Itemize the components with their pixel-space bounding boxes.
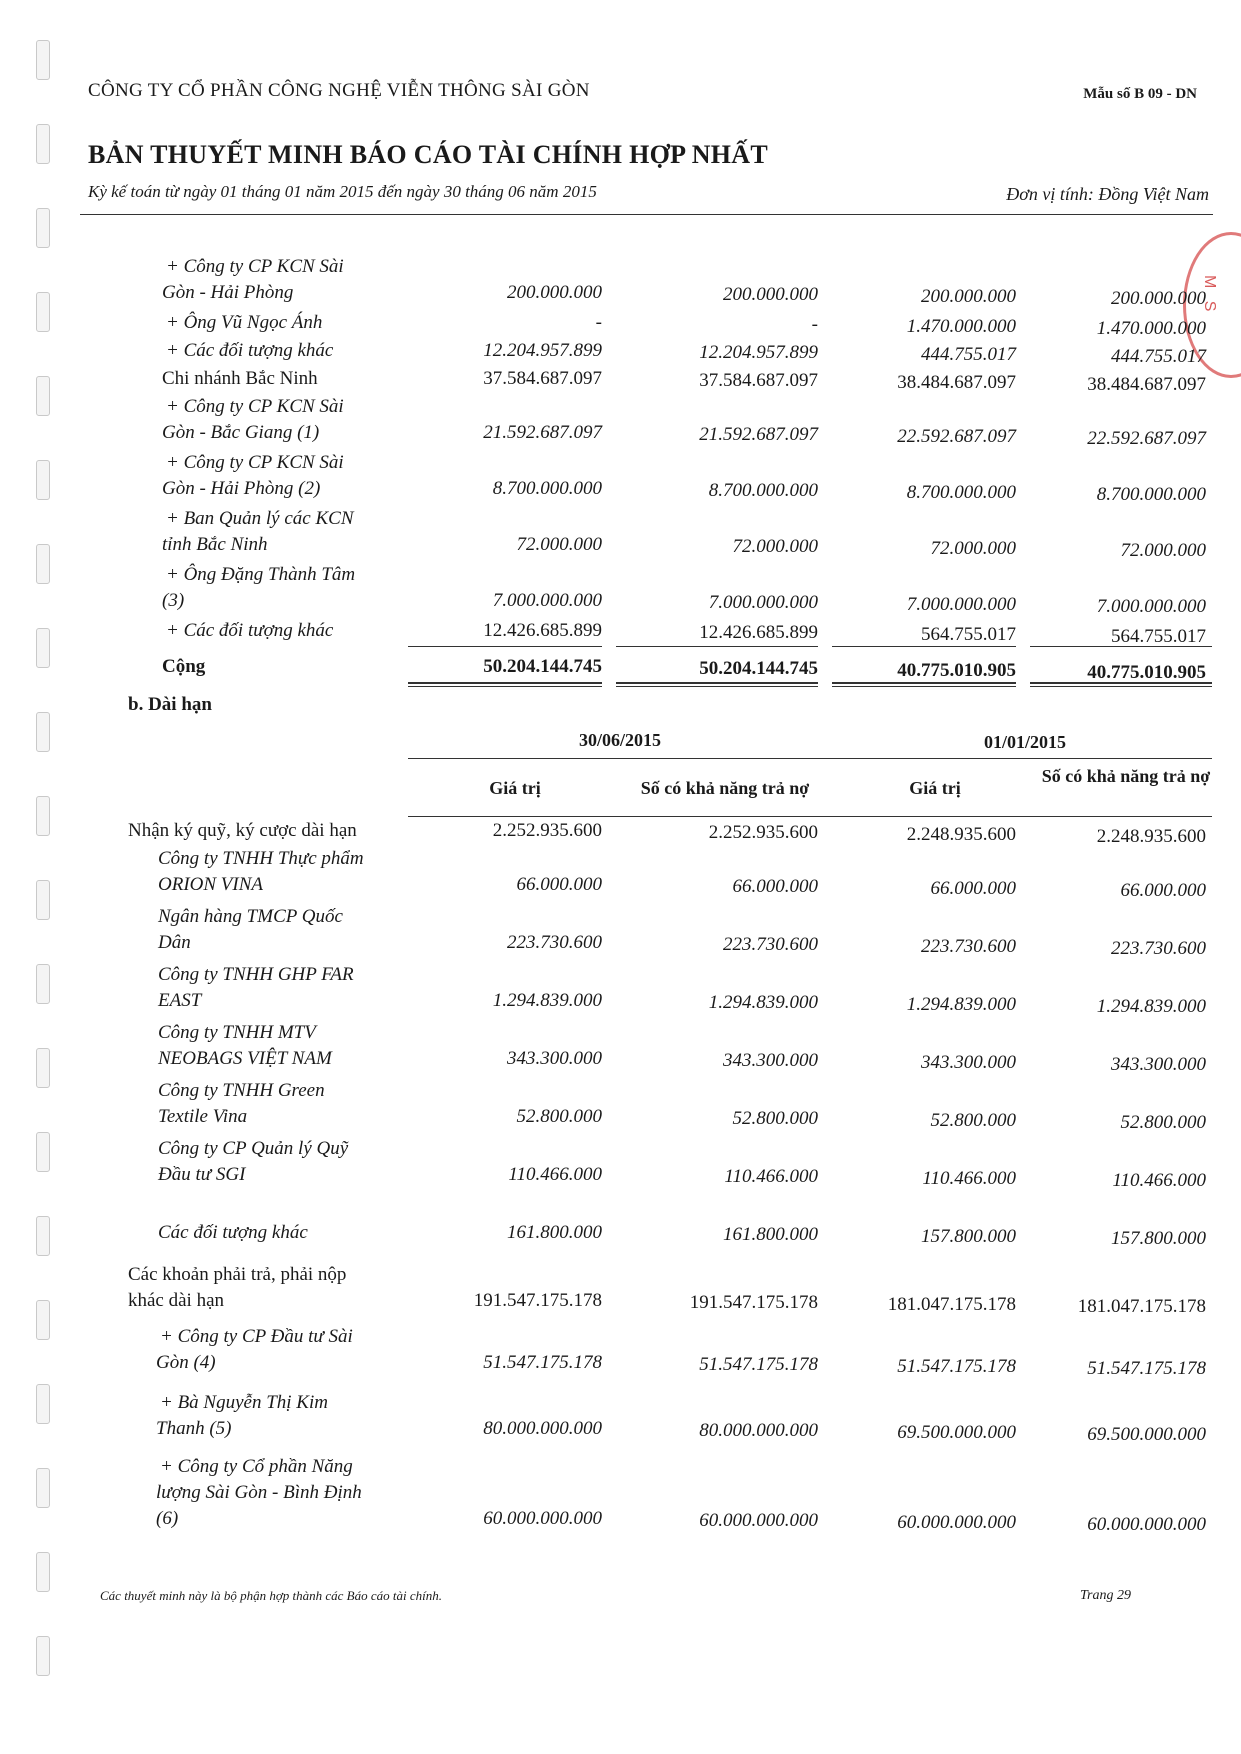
cell-value: 161.800.000 [723, 1224, 818, 1245]
cell-value: 7.000.000.000 [906, 594, 1016, 615]
cell-value: 343.300.000 [507, 1048, 602, 1069]
row-label: EAST [158, 990, 202, 1011]
total-value: 50.204.144.745 [483, 656, 602, 677]
row-label: + Bà Nguyễn Thị Kim [160, 1392, 328, 1413]
cell-value: 21.592.687.097 [699, 424, 818, 445]
total-label: Cộng [162, 656, 206, 677]
row-label: Công ty CP Quản lý Quỹ [158, 1138, 349, 1159]
total-double-rule [408, 686, 602, 687]
row-label: + Công ty CP KCN Sài [166, 452, 344, 473]
row-label: Dân [158, 932, 191, 953]
cell-value: 66.000.000 [516, 874, 602, 895]
cell-value: 181.047.175.178 [887, 1294, 1016, 1315]
row-label: (3) [162, 590, 185, 611]
row-label: lượng Sài Gòn - Bình Định [156, 1482, 362, 1503]
row-label: + Công ty CP Đầu tư Sài [160, 1326, 353, 1347]
cell-value: 66.000.000 [930, 878, 1016, 899]
row-label: Các khoản phải trả, phải nộp [128, 1264, 347, 1285]
cell-value: 66.000.000 [1120, 880, 1206, 901]
cell-value: 37.584.687.097 [483, 368, 602, 389]
cell-value: 66.000.000 [732, 876, 818, 897]
cell-value: 8.700.000.000 [906, 482, 1016, 503]
cell-value: 161.800.000 [507, 1222, 602, 1243]
form-number: Mẫu số B 09 - DN [1083, 86, 1197, 102]
cell-value: 51.547.175.178 [699, 1354, 818, 1375]
row-label: Chi nhánh Bắc Ninh [162, 368, 318, 389]
total-double-rule [408, 682, 602, 684]
row-label: Công ty TNHH MTV [158, 1022, 316, 1043]
cell-value: 60.000.000.000 [1087, 1514, 1206, 1535]
row-label: Nhận ký quỹ, ký cược dài hạn [128, 820, 357, 841]
cell-value: 72.000.000 [930, 538, 1016, 559]
cell-value: - [595, 312, 602, 333]
cell-value: 37.584.687.097 [699, 370, 818, 391]
cell-value: - [811, 314, 818, 335]
cell-value: 7.000.000.000 [492, 590, 602, 611]
row-label: ORION VINA [158, 874, 264, 895]
cell-value: 52.800.000 [516, 1106, 602, 1127]
total-value: 40.775.010.905 [897, 660, 1016, 681]
cell-value: 51.547.175.178 [483, 1352, 602, 1373]
cell-value: 200.000.000 [723, 284, 818, 305]
cell-value: 72.000.000 [1120, 540, 1206, 561]
cell-value: 444.755.017 [1111, 346, 1206, 367]
column-header-value-1: Giá trị [489, 778, 541, 798]
cell-value: 51.547.175.178 [897, 1356, 1016, 1377]
cell-value: 12.426.685.899 [699, 622, 818, 643]
cell-value: 60.000.000.000 [897, 1512, 1016, 1533]
cell-value: 2.248.935.600 [906, 824, 1016, 845]
cell-value: 191.547.175.178 [689, 1292, 818, 1313]
cell-value: 223.730.600 [1111, 938, 1206, 959]
cell-value: 12.204.957.899 [699, 342, 818, 363]
cell-value: 343.300.000 [921, 1052, 1016, 1073]
cell-value: 564.755.017 [1111, 626, 1206, 647]
cell-value: 52.800.000 [732, 1108, 818, 1129]
row-label: tỉnh Bắc Ninh [162, 534, 268, 555]
cell-value: 7.000.000.000 [708, 592, 818, 613]
cell-value: 2.252.935.600 [708, 822, 818, 843]
cell-value: 80.000.000.000 [699, 1420, 818, 1441]
reporting-period: Kỳ kế toán từ ngày 01 tháng 01 năm 2015 đến ngày 30 tháng 06 năm 2015 [88, 182, 597, 201]
cell-value: 60.000.000.000 [483, 1508, 602, 1529]
cell-value: 1.294.839.000 [708, 992, 818, 1013]
cell-value: 1.294.839.000 [906, 994, 1016, 1015]
period-header-2015-06-30: 30/06/2015 [578, 730, 661, 750]
cell-value: 200.000.000 [507, 282, 602, 303]
cell-value: 72.000.000 [732, 536, 818, 557]
row-label: Ngân hàng TMCP Quốc [158, 906, 343, 927]
cell-value: 60.000.000.000 [699, 1510, 818, 1531]
cell-value: 69.500.000.000 [897, 1422, 1016, 1443]
cell-value: 200.000.000 [1111, 288, 1206, 309]
cell-value: 1.294.839.000 [1096, 996, 1206, 1017]
row-label: Thanh (5) [156, 1418, 232, 1439]
row-label: (6) [156, 1508, 179, 1529]
subtotal-rule [408, 646, 602, 647]
total-double-rule [616, 682, 818, 684]
cell-value: 2.248.935.600 [1096, 826, 1206, 847]
section-title-long-term: b. Dài hạn [128, 694, 212, 715]
page-number: Trang 29 [1080, 1588, 1131, 1603]
column-header-payable-1: Số có khả năng trả nợ [640, 778, 810, 798]
cell-value: 157.800.000 [921, 1226, 1016, 1247]
subtotal-rule [616, 646, 818, 647]
currency-unit: Đơn vị tính: Đồng Việt Nam [1006, 184, 1209, 204]
row-label: Gòn - Hải Phòng [162, 282, 294, 303]
cell-value: 200.000.000 [921, 286, 1016, 307]
cell-value: 223.730.600 [507, 932, 602, 953]
cell-value: 52.800.000 [1120, 1112, 1206, 1133]
cell-value: 7.000.000.000 [1096, 596, 1206, 617]
cell-value: 564.755.017 [921, 624, 1016, 645]
cell-value: 21.592.687.097 [483, 422, 602, 443]
cell-value: 12.426.685.899 [483, 620, 602, 641]
cell-value: 12.204.957.899 [483, 340, 602, 361]
footer-note: Các thuyết minh này là bộ phận hợp thành các Báo cáo tài chính. [100, 1588, 442, 1603]
row-label: Đầu tư SGI [158, 1164, 246, 1185]
row-label: NEOBAGS VIỆT NAM [158, 1048, 332, 1069]
period-header-rule [408, 758, 1212, 759]
cell-value: 444.755.017 [921, 344, 1016, 365]
row-label: + Công ty Cổ phần Năng [160, 1456, 353, 1477]
cell-value: 110.466.000 [1112, 1170, 1206, 1191]
row-label: Công ty TNHH Green [158, 1080, 325, 1101]
cell-value: 181.047.175.178 [1077, 1296, 1206, 1317]
cell-value: 22.592.687.097 [897, 426, 1016, 447]
cell-value: 191.547.175.178 [473, 1290, 602, 1311]
cell-value: 38.484.687.097 [1087, 374, 1206, 395]
column-header-value-2: Giá trị [909, 778, 961, 798]
column-header-rule [408, 816, 1212, 817]
row-label: Gòn - Hải Phòng (2) [162, 478, 321, 499]
cell-value: 8.700.000.000 [492, 478, 602, 499]
cell-value: 343.300.000 [1111, 1054, 1206, 1075]
total-double-rule [616, 686, 818, 687]
cell-value: 8.700.000.000 [1096, 484, 1206, 505]
row-label: Textile Vina [158, 1106, 248, 1127]
cell-value: 223.730.600 [921, 936, 1016, 957]
cell-value: 1.470.000.000 [1096, 318, 1206, 339]
cell-value: 110.466.000 [508, 1164, 602, 1185]
cell-value: 8.700.000.000 [708, 480, 818, 501]
company-name: CÔNG TY CỔ PHẦN CÔNG NGHỆ VIỄN THÔNG SÀI GÒN [88, 80, 590, 101]
row-label: Gòn - Bắc Giang (1) [162, 422, 320, 443]
row-label: + Ban Quản lý các KCN [166, 508, 354, 529]
cell-value: 2.252.935.600 [492, 820, 602, 841]
cell-value: 80.000.000.000 [483, 1418, 602, 1439]
total-double-rule [832, 686, 1016, 687]
row-label: + Ông Vũ Ngọc Ánh [166, 312, 323, 333]
binder-holes [36, 40, 50, 1700]
cell-value: 110.466.000 [724, 1166, 818, 1187]
cell-value: 38.484.687.097 [897, 372, 1016, 393]
total-value: 50.204.144.745 [699, 658, 818, 679]
cell-value: 1.294.839.000 [492, 990, 602, 1011]
row-label: Công ty TNHH Thực phẩm [158, 848, 364, 869]
row-label: + Công ty CP KCN Sài [166, 396, 344, 417]
row-label: + Ông Đặng Thành Tâm [166, 564, 356, 585]
cell-value: 343.300.000 [723, 1050, 818, 1071]
subtotal-rule [1030, 646, 1212, 647]
row-label: Công ty TNHH GHP FAR [158, 964, 354, 985]
header-divider [80, 214, 1213, 215]
company-seal-stamp: M S [1183, 232, 1241, 378]
period-header-2015-01-01: 01/01/2015 [983, 732, 1066, 752]
cell-value: 72.000.000 [516, 534, 602, 555]
report-title: BẢN THUYẾT MINH BÁO CÁO TÀI CHÍNH HỢP NHẤT [88, 140, 769, 169]
row-label: Các đối tượng khác [158, 1222, 308, 1243]
cell-value: 52.800.000 [930, 1110, 1016, 1131]
cell-value: 51.547.175.178 [1087, 1358, 1206, 1379]
row-label: + Công ty CP KCN Sài [166, 256, 344, 277]
cell-value: 1.470.000.000 [906, 316, 1016, 337]
row-label: + Các đối tượng khác [166, 620, 334, 641]
column-header-payable-2: Số có khả năng trả nợ [1041, 766, 1211, 786]
total-double-rule [1030, 686, 1212, 687]
cell-value: 157.800.000 [1111, 1228, 1206, 1249]
cell-value: 110.466.000 [922, 1168, 1016, 1189]
cell-value: 69.500.000.000 [1087, 1424, 1206, 1445]
row-label: Gòn (4) [156, 1352, 216, 1373]
total-value: 40.775.010.905 [1087, 662, 1206, 683]
cell-value: 223.730.600 [723, 934, 818, 955]
subtotal-rule [832, 646, 1016, 647]
row-label: khác dài hạn [128, 1290, 225, 1311]
cell-value: 22.592.687.097 [1087, 428, 1206, 449]
row-label: + Các đối tượng khác [166, 340, 334, 361]
